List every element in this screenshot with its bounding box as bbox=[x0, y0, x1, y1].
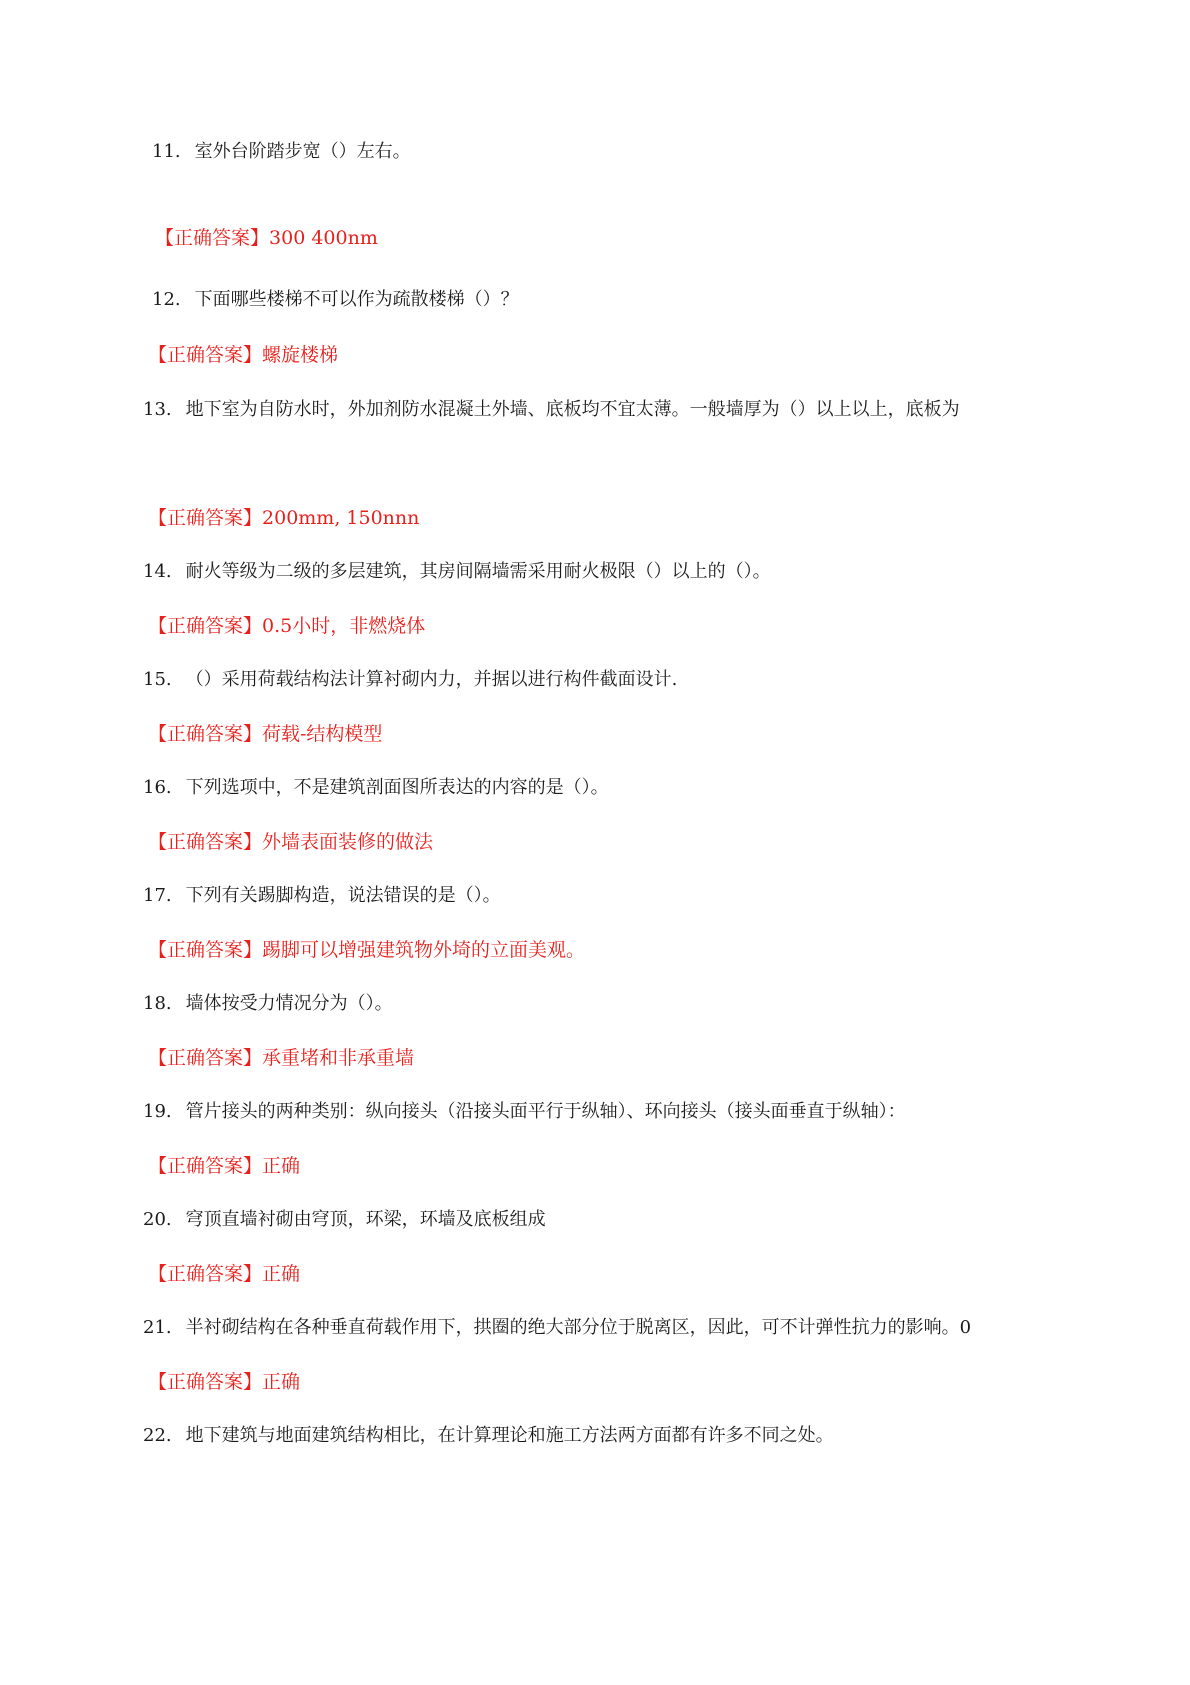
answer-text: 300 400nm bbox=[269, 227, 378, 249]
question-number: 19. bbox=[143, 1101, 172, 1122]
question-21 bbox=[143, 1316, 971, 1340]
question-number: 21. bbox=[143, 1317, 172, 1338]
answer-11 bbox=[155, 226, 378, 250]
answer-21 bbox=[148, 1370, 300, 1394]
question-number: 15. bbox=[143, 669, 172, 690]
question-16 bbox=[143, 776, 609, 800]
question-text: 地下室为自防水时，外加剂防水混凝土外墙、底板均不宜太薄。一般墙厚为（）以上以上，底板为 bbox=[185, 399, 960, 420]
answer-12 bbox=[148, 343, 338, 367]
answer-text: 承重堵和非承重墙 bbox=[262, 1047, 415, 1069]
question-17 bbox=[143, 884, 501, 908]
answer-text: 荷载-结构模型 bbox=[262, 723, 383, 745]
answer-prefix: 【正确答案】 bbox=[148, 1047, 263, 1069]
question-text: 地下建筑与地面建筑结构相比，在计算理论和施工方法两方面都有许多不同之处。 bbox=[185, 1425, 834, 1446]
question-20 bbox=[143, 1208, 546, 1232]
answer-prefix: 【正确答案】 bbox=[148, 507, 263, 529]
answer-text: 正确 bbox=[262, 1155, 301, 1177]
answer-text: 踢脚可以增强建筑物外埼的立面美观。 bbox=[262, 939, 586, 961]
answer-text: 正确 bbox=[262, 1371, 301, 1393]
question-number: 12. bbox=[152, 289, 181, 310]
question-text: 半衬砌结构在各种垂直荷载作用下，拱圈的绝大部分位于脱离区，因此，可不计弹性抗力的影响。0 bbox=[185, 1317, 972, 1338]
answer-prefix: 【正确答案】 bbox=[148, 723, 263, 745]
answer-text: 正确 bbox=[262, 1263, 301, 1285]
question-number: 22. bbox=[143, 1425, 172, 1446]
answer-13 bbox=[148, 506, 419, 530]
question-text: 下面哪些楼梯不可以作为疏散楼梯（）？ bbox=[194, 289, 519, 310]
question-number: 16. bbox=[143, 777, 172, 798]
question-text: 下列选项中，不是建筑剖面图所表达的内容的是（）。 bbox=[185, 777, 609, 798]
answer-text: 0.5小时，非燃烧体 bbox=[262, 615, 426, 637]
question-19 bbox=[143, 1100, 906, 1124]
question-text: 下列有关踢脚构造，说法错误的是（）。 bbox=[185, 885, 501, 906]
question-13 bbox=[143, 398, 960, 422]
answer-prefix: 【正确答案】 bbox=[148, 939, 263, 961]
question-12 bbox=[152, 288, 519, 312]
question-text: 墙体按受力情况分为（）。 bbox=[185, 993, 393, 1014]
question-number: 17. bbox=[143, 885, 172, 906]
question-number: 13. bbox=[143, 399, 172, 420]
answer-16 bbox=[148, 830, 433, 854]
answer-prefix: 【正确答案】 bbox=[148, 615, 263, 637]
question-number: 18. bbox=[143, 993, 172, 1014]
question-text: （）采用荷载结构法计算衬砌内力，并据以进行构件截面设计. bbox=[185, 669, 678, 690]
answer-prefix: 【正确答案】 bbox=[148, 831, 263, 853]
question-11 bbox=[152, 140, 411, 164]
answer-text: 200mm, 150nnn bbox=[262, 507, 420, 529]
answer-text: 螺旋楼梯 bbox=[262, 344, 339, 366]
answer-18 bbox=[148, 1046, 414, 1070]
question-text: 穹顶直墙衬砌由穹顶，环梁，环墙及底板组成 bbox=[185, 1209, 546, 1230]
answer-14 bbox=[148, 614, 425, 638]
question-18 bbox=[143, 992, 393, 1016]
question-number: 11. bbox=[152, 141, 181, 162]
answer-prefix: 【正确答案】 bbox=[148, 1371, 263, 1393]
answer-prefix: 【正确答案】 bbox=[148, 1263, 263, 1285]
question-number: 14. bbox=[143, 561, 172, 582]
answer-prefix: 【正确答案】 bbox=[148, 1155, 263, 1177]
question-14 bbox=[143, 560, 771, 584]
question-text: 管片接头的两种类别：纵向接头（沿接头面平行于纵轴）、环向接头（接头面垂直于纵轴）： bbox=[185, 1101, 906, 1122]
question-text: 耐火等级为二级的多层建筑，其房间隔墙需采用耐火极限（）以上的（）。 bbox=[185, 561, 771, 582]
answer-15 bbox=[148, 722, 382, 746]
answer-17 bbox=[148, 938, 585, 962]
question-15 bbox=[143, 668, 677, 692]
question-text: 室外台阶踏步宽（）左右。 bbox=[194, 141, 411, 162]
question-22 bbox=[143, 1424, 834, 1448]
answer-prefix: 【正确答案】 bbox=[148, 344, 263, 366]
answer-20 bbox=[148, 1262, 300, 1286]
answer-19 bbox=[148, 1154, 300, 1178]
answer-text: 外墙表面装修的做法 bbox=[262, 831, 434, 853]
question-number: 20. bbox=[143, 1209, 172, 1230]
answer-prefix: 【正确答案】 bbox=[155, 227, 270, 249]
